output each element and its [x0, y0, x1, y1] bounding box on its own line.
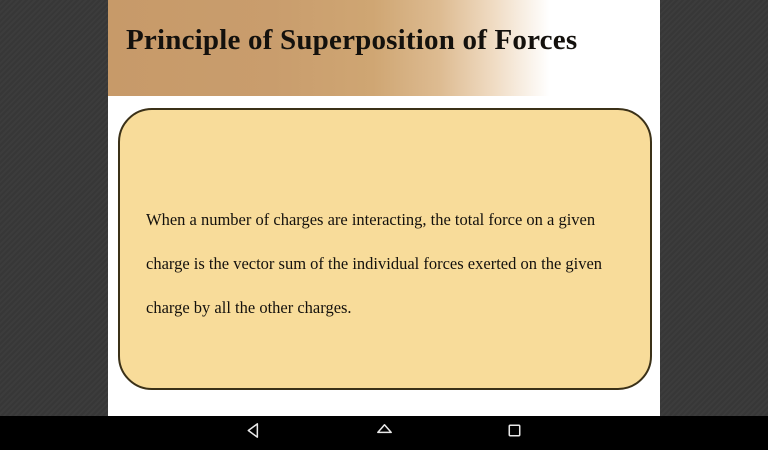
back-button[interactable]: [189, 416, 319, 450]
page-title: Principle of Superposition of Forces: [126, 24, 578, 56]
presentation-slide[interactable]: [108, 0, 660, 416]
home-icon: [375, 421, 394, 445]
recents-icon: [505, 421, 524, 445]
back-icon: [245, 421, 264, 445]
android-navigation-bar: [0, 416, 768, 450]
slide-body-text: When a number of charges are interacting, the total force on a given charge is the vector sum of the individual forces exerted on the given charge by all the other charges.: [146, 210, 603, 317]
slide-content-card: [118, 108, 652, 390]
recents-button[interactable]: [449, 416, 579, 450]
home-button[interactable]: [319, 416, 449, 450]
